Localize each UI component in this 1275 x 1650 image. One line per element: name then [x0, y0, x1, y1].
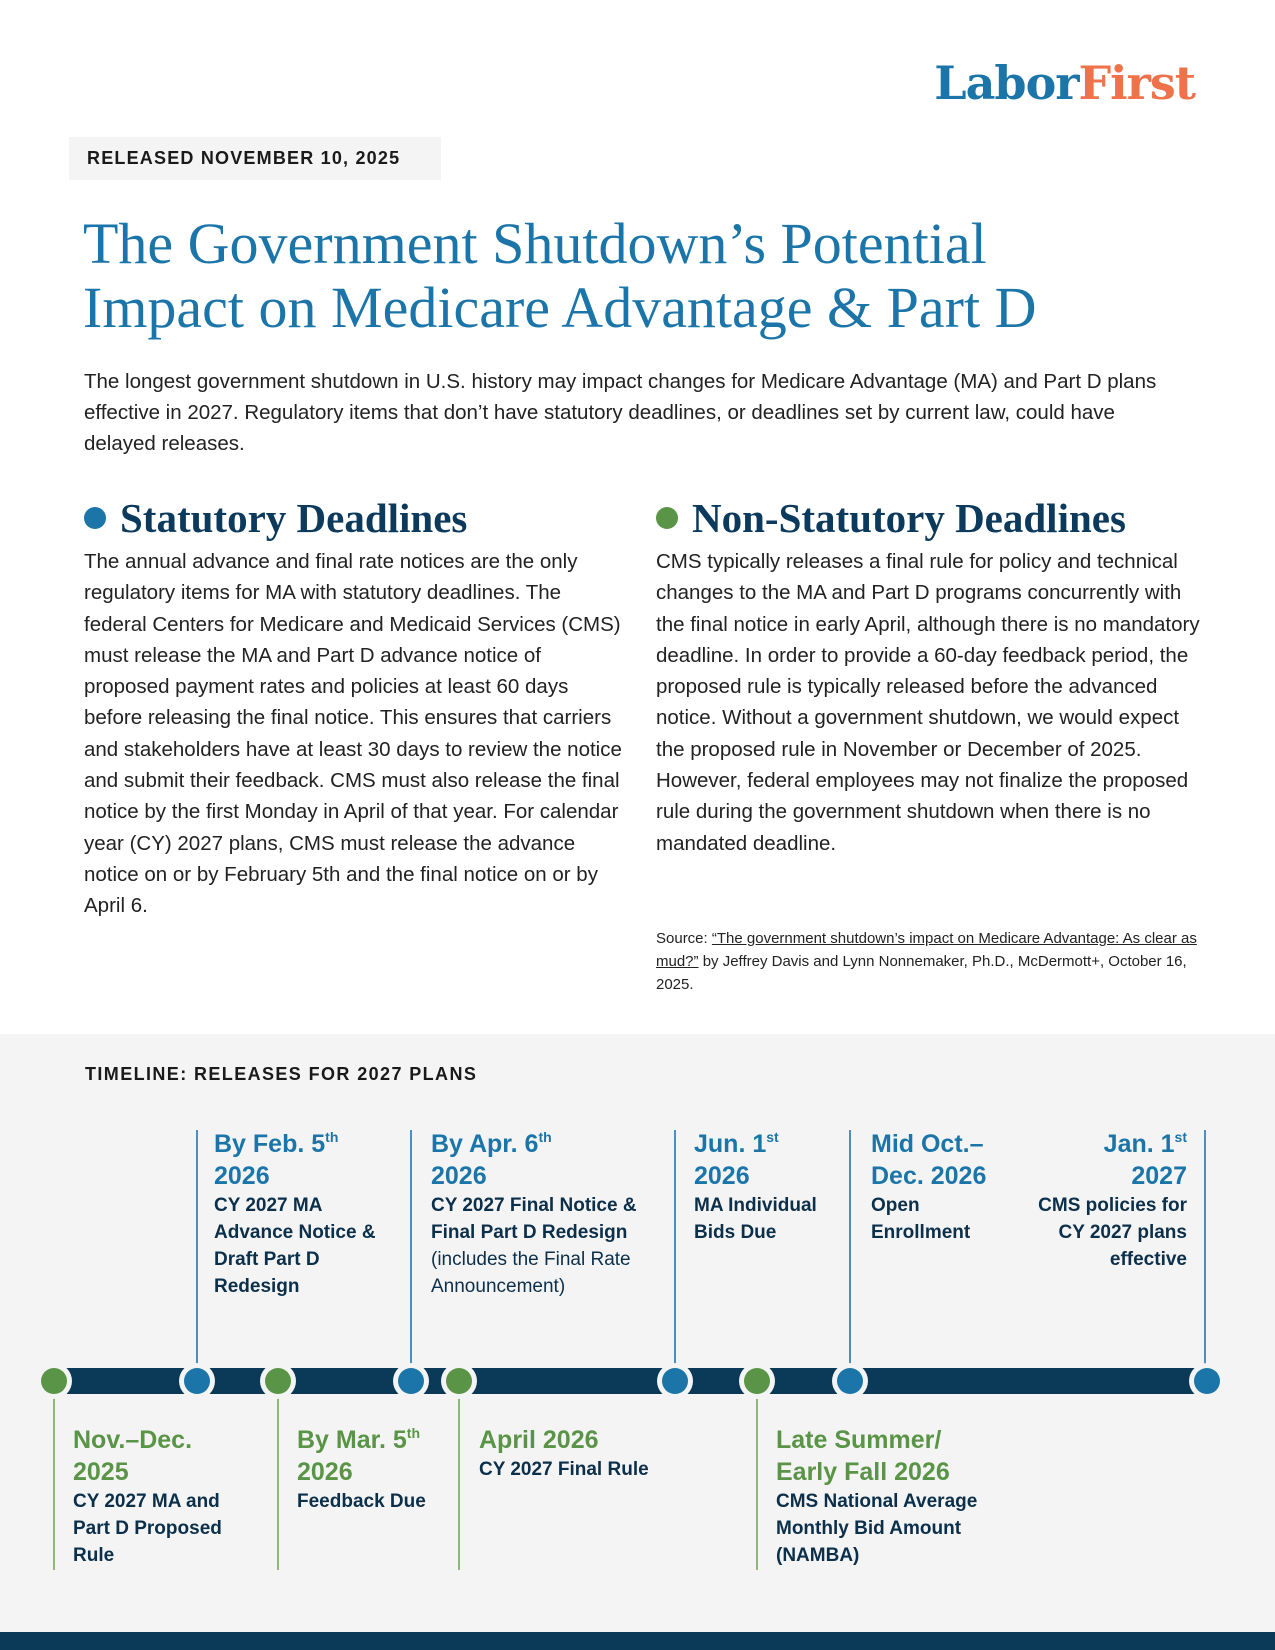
event-date: By Feb. 5th 2026: [214, 1129, 339, 1190]
timeline-event: [214, 1128, 404, 1300]
timeline-event: [871, 1128, 1021, 1246]
event-description: MA Individual Bids Due: [694, 1195, 817, 1243]
event-description: Open Enrollment: [871, 1195, 971, 1243]
footer-bar: [0, 1632, 1275, 1650]
timeline-marker-feb-5-2026: [179, 1363, 215, 1399]
timeline-marker-jun-1-2026: [657, 1363, 693, 1399]
logo-labor-text: Labor: [934, 56, 1079, 110]
event-description: CY 2027 Final Notice & Final Part D Redesign: [431, 1195, 637, 1243]
green-bullet-icon: [656, 507, 678, 529]
event-note: (includes the Final Rate Announcement): [431, 1249, 631, 1297]
event-description: Feedback Due: [297, 1491, 426, 1512]
timeline-marker-april-2026: [441, 1363, 477, 1399]
timeline-marker-jan-1-2027: [1189, 1363, 1225, 1399]
event-description: CMS National Average Monthly Bid Amount (NAMBA): [776, 1491, 978, 1566]
statutory-deadlines-section: [84, 492, 624, 922]
event-date: April 2026: [479, 1426, 599, 1454]
timeline-event: [694, 1128, 844, 1246]
statutory-heading: [84, 492, 624, 544]
title-line-2: Impact on Medicare Advantage & Part D: [83, 275, 1037, 340]
timeline-marker-oct-dec-2026: [832, 1363, 868, 1399]
release-date-badge: RELEASED NOVEMBER 10, 2025: [69, 137, 441, 180]
timeline-connector-line: [196, 1130, 198, 1366]
source-prefix: Source:: [656, 930, 712, 947]
logo-first-text: First: [1078, 56, 1195, 110]
timeline-bar: [54, 1368, 1207, 1394]
timeline-connector-line: [674, 1130, 676, 1366]
source-suffix: by Jeffrey Davis and Lynn Nonnemaker, Ph.D., McDermott+, October 16, 2025.: [656, 953, 1187, 993]
source-article-link[interactable]: “The government shutdown’s impact on Medicare Advantage: As clear as mud?”: [656, 930, 1197, 970]
event-description: CY 2027 MA Advance Notice & Draft Part D Redesign: [214, 1195, 376, 1297]
timeline-connector-line: [458, 1396, 460, 1570]
source-citation: [656, 927, 1216, 996]
timeline-event: [479, 1424, 659, 1483]
statutory-heading-text: Statutory Deadlines: [120, 495, 468, 541]
statutory-body: The annual advance and final rate notices are the only regulatory items for MA with statutory deadlines. The federal Centers for Medicare and Medicaid Services (CMS) must release the MA and Part D advance notice of proposed payment rates and policies at least 60 days before releasing the final notice. This ensures that carriers and stakeholders have at least 30 days to review the notice and submit their feedback. CMS must also release the final notice by the first Monday in April of that year. For calendar year (CY) 2027 plans, CMS must release the advance notice on or by February 5th and the final notice on or by April 6.: [84, 550, 622, 918]
laborfirst-logo: [934, 56, 1195, 110]
event-date: Jun. 1st 2026: [694, 1129, 779, 1190]
timeline-marker-apr-6-2026: [393, 1363, 429, 1399]
intro-paragraph: The longest government shutdown in U.S. history may impact changes for Medicare Advantage (MA) and Part D plans effective in 2027. Regulatory items that don’t have statutory deadlines, or deadlines set by current law, could have delayed releases.: [84, 370, 1157, 455]
page-title: [83, 212, 1083, 340]
event-date: Mid Oct.– Dec. 2026: [871, 1130, 987, 1190]
timeline-connector-line: [53, 1396, 55, 1570]
event-date: Late Summer/ Early Fall 2026: [776, 1426, 950, 1486]
timeline-title: TIMELINE: RELEASES FOR 2027 PLANS: [85, 1064, 478, 1084]
event-description: CMS policies for CY 2027 plans effective: [1038, 1195, 1187, 1270]
timeline-marker-nov-dec-2025: [36, 1363, 72, 1399]
blue-bullet-icon: [84, 507, 106, 529]
timeline-connector-line: [756, 1396, 758, 1570]
event-date: By Apr. 6th 2026: [431, 1129, 552, 1190]
non-statutory-deadlines-section: [656, 492, 1201, 859]
timeline-marker-late-summer-2026: [739, 1363, 775, 1399]
non-statutory-heading-text: Non-Statutory Deadlines: [692, 495, 1126, 541]
timeline-connector-line: [849, 1130, 851, 1366]
non-statutory-heading: [656, 492, 1201, 544]
event-description: CY 2027 Final Rule: [479, 1459, 649, 1480]
timeline-event: [776, 1424, 996, 1569]
title-line-1: The Government Shutdown’s Potential: [83, 211, 987, 276]
non-statutory-body: CMS typically releases a final rule for policy and technical changes to the MA and Part D programs concurrently with the final notice in early April, although there is no mandatory deadline. In order to provide a 60-day feedback period, the proposed rule is typically released before the advanced notice. Without a government shutdown, we would expect the proposed rule in November or December of 2025. However, federal employees may not finalize the proposed rule during the government shutdown when there is no mandated deadline.: [656, 550, 1200, 855]
timeline-marker-mar-5-2026: [260, 1363, 296, 1399]
event-date: By Mar. 5th 2026: [297, 1425, 420, 1486]
event-date: Nov.–Dec. 2025: [73, 1426, 193, 1486]
timeline-event: [73, 1424, 243, 1569]
event-description: CY 2027 MA and Part D Proposed Rule: [73, 1491, 222, 1566]
timeline-connector-line: [277, 1396, 279, 1570]
timeline-event: [431, 1128, 651, 1300]
timeline-event: [297, 1424, 457, 1515]
timeline-connector-line: [410, 1130, 412, 1366]
timeline-connector-line: [1204, 1130, 1206, 1366]
timeline-event: [1030, 1128, 1187, 1273]
event-date: Jan. 1st 2027: [1103, 1129, 1187, 1190]
